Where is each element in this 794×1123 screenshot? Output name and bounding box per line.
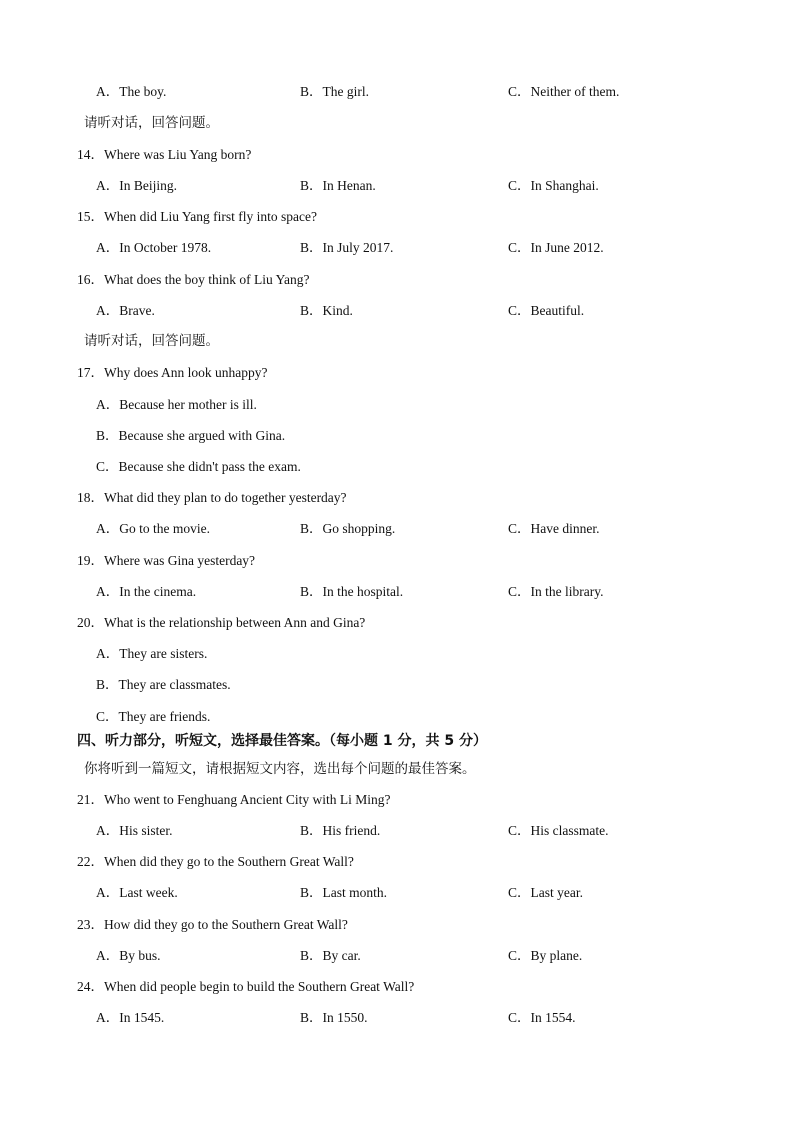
q16-stem: 16．What does the boy think of Liu Yang? xyxy=(77,272,310,287)
q20-stem: 20．What is the relationship between Ann and Gina? xyxy=(77,615,366,630)
q18-option-b: B．Go shopping. xyxy=(300,521,396,536)
q13-option-b: B．The girl. xyxy=(300,84,369,99)
q14-option-b: B．In Henan. xyxy=(300,178,376,193)
q24-option-a: A．In 1545. xyxy=(96,1010,165,1025)
q13-option-a: A．The boy. xyxy=(96,84,167,99)
q19-option-a: A．In the cinema. xyxy=(96,584,197,599)
q16-option-c: C．Beautiful. xyxy=(508,303,585,318)
q18-stem: 18．What did they plan to do together yesterday? xyxy=(77,490,347,505)
q21-option-b: B．His friend. xyxy=(300,823,381,838)
q23-option-c: C．By plane. xyxy=(508,948,583,963)
q23-option-b: B．By car. xyxy=(300,948,361,963)
q17-option-b: B．Because she argued with Gina. xyxy=(96,428,286,443)
q20-option-c: C．They are friends. xyxy=(96,709,211,724)
q16-option-a: A．Brave. xyxy=(96,303,155,318)
q13-option-c: C．Neither of them. xyxy=(508,84,620,99)
q18-option-a: A．Go to the movie. xyxy=(96,521,210,536)
q24-stem: 24．When did people begin to build the Southern Great Wall? xyxy=(77,979,415,994)
q15-option-a: A．In October 1978. xyxy=(96,240,212,255)
q15-option-b: B．In July 2017. xyxy=(300,240,394,255)
q23-stem: 23．How did they go to the Southern Great Wall? xyxy=(77,917,348,932)
q24-option-c: C．In 1554. xyxy=(508,1010,576,1025)
q14-stem: 14．Where was Liu Yang born? xyxy=(77,147,252,162)
q17-option-a: A．Because her mother is ill. xyxy=(96,397,257,412)
q22-stem: 22．When did they go to the Southern Great Wall? xyxy=(77,854,354,869)
q15-option-c: C．In June 2012. xyxy=(508,240,604,255)
q22-option-a: A．Last week. xyxy=(96,885,178,900)
q16-option-b: B．Kind. xyxy=(300,303,353,318)
q14-option-c: C．In Shanghai. xyxy=(508,178,599,193)
q21-option-a: A．His sister. xyxy=(96,823,173,838)
q22-option-c: C．Last year. xyxy=(508,885,583,900)
q18-option-c: C．Have dinner. xyxy=(508,521,600,536)
q21-option-c: C．His classmate. xyxy=(508,823,609,838)
q19-option-b: B．In the hospital. xyxy=(300,584,404,599)
q20-option-a: A．They are sisters. xyxy=(96,646,208,661)
q15-stem: 15．When did Liu Yang first fly into space? xyxy=(77,209,317,224)
q21-stem: 21．Who went to Fenghuang Ancient City with Li Ming? xyxy=(77,792,391,807)
q23-option-a: A．By bus. xyxy=(96,948,161,963)
section-4-title: 四、听力部分，听短文，选择最佳答案。（每小题 1 分，共 5 分） xyxy=(77,733,487,749)
q20-option-b: B．They are classmates. xyxy=(96,677,231,692)
q19-stem: 19．Where was Gina yesterday? xyxy=(77,553,256,568)
q14-option-a: A．In Beijing. xyxy=(96,178,177,193)
q17-option-c: C．Because she didn't pass the exam. xyxy=(96,459,301,474)
q22-option-b: B．Last month. xyxy=(300,885,387,900)
section-4-instruction: 你将听到一篇短文，请根据短文内容，选出每个问题的最佳答案。 xyxy=(84,761,476,777)
listening-instruction-1: 请听对话，回答问题。 xyxy=(84,115,219,131)
q19-option-c: C．In the library. xyxy=(508,584,604,599)
q24-option-b: B．In 1550. xyxy=(300,1010,368,1025)
listening-instruction-2: 请听对话，回答问题。 xyxy=(84,333,219,349)
q17-stem: 17．Why does Ann look unhappy? xyxy=(77,365,268,380)
